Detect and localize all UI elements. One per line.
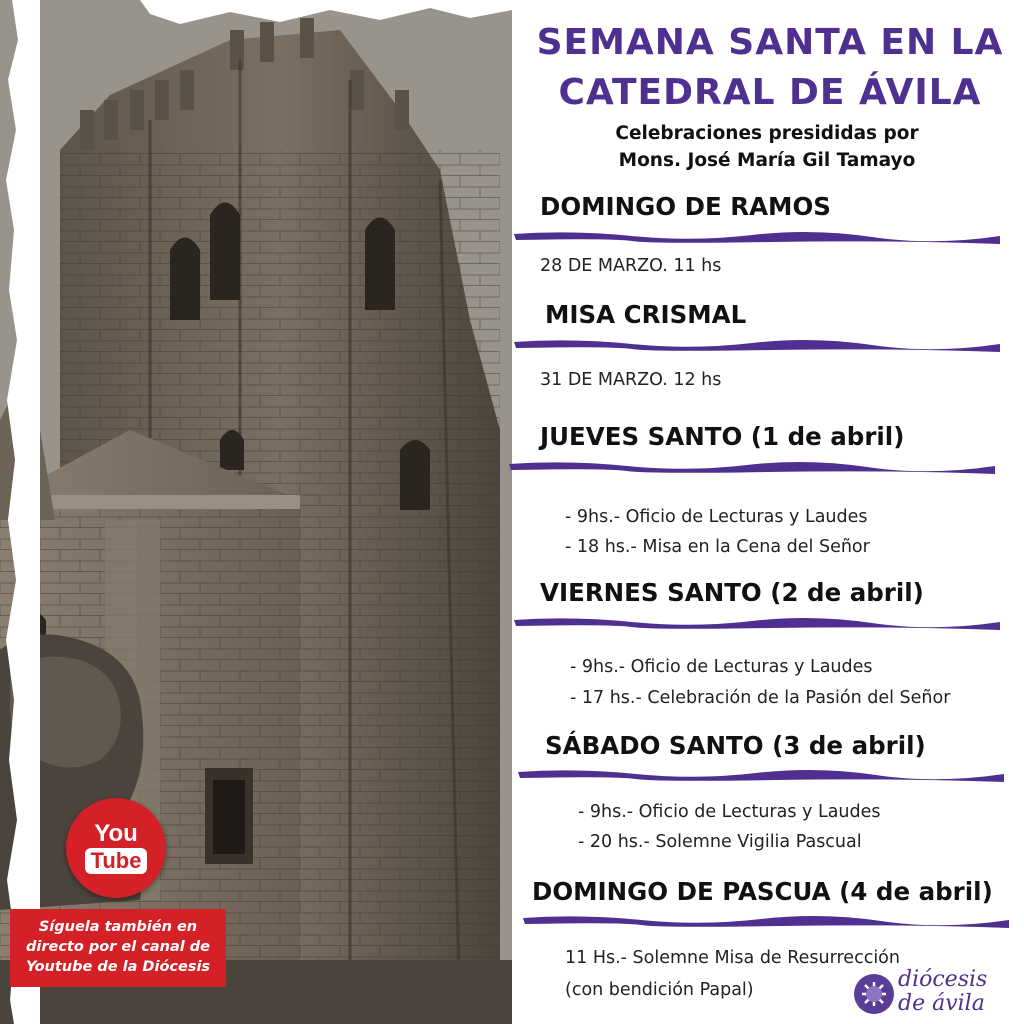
youtube-banner-line: directo por el canal de: [26, 939, 210, 955]
logo-line: de ávila: [898, 991, 985, 1016]
torn-paper-edge: [0, 0, 40, 1024]
event-line: - 9hs.- Oficio de Lecturas y Laudes: [565, 507, 868, 527]
event-line: - 9hs.- Oficio de Lecturas y Laudes: [578, 802, 881, 822]
logo-line: diócesis: [898, 967, 988, 992]
brush-underline: [512, 612, 1002, 634]
event-heading-jueves-santo: JUEVES SANTO (1 de abril): [540, 422, 905, 451]
event-line: - 9hs.- Oficio de Lecturas y Laudes: [570, 657, 873, 677]
brush-underline: [512, 910, 1020, 932]
page-title: [530, 18, 1010, 118]
youtube-banner[interactable]: [10, 909, 226, 987]
event-line: - 17 hs.- Celebración de la Pasión del Señor: [570, 688, 951, 708]
page-subtitle: [530, 120, 1024, 174]
event-heading-domingo-ramos: DOMINGO DE RAMOS: [540, 192, 831, 221]
torn-paper-top: [0, 0, 512, 40]
title-line: SEMANA SANTA EN LA: [536, 22, 1004, 63]
event-line: 31 DE MARZO. 12 hs: [540, 370, 722, 390]
diocesis-logo: [852, 968, 1002, 1020]
event-line: 28 DE MARZO. 11 hs: [540, 256, 722, 276]
subtitle-line: Mons. José María Gil Tamayo: [618, 150, 916, 171]
title-line: CATEDRAL DE ÁVILA: [558, 72, 982, 113]
subtitle-line: Celebraciones presididas por: [615, 123, 919, 144]
youtube-logo[interactable]: [66, 798, 166, 898]
event-heading-misa-crismal: MISA CRISMAL: [545, 300, 747, 329]
brush-underline: [506, 456, 998, 478]
diocesis-emblem-icon: [852, 972, 896, 1016]
event-line: - 20 hs.- Solemne Vigilia Pascual: [578, 832, 862, 852]
brush-underline: [512, 334, 1002, 356]
event-heading-viernes-santo: VIERNES SANTO (2 de abril): [540, 578, 924, 607]
youtube-logo-bottom: Tube: [85, 848, 148, 874]
event-line: 11 Hs.- Solemne Misa de Resurrección: [565, 948, 900, 968]
event-heading-domingo-pascua: DOMINGO DE PASCUA (4 de abril): [532, 877, 993, 906]
brush-underline: [516, 764, 1006, 786]
event-line: (con bendición Papal): [565, 980, 754, 1000]
youtube-banner-line: Youtube de la Diócesis: [25, 959, 211, 975]
youtube-logo-top: You: [94, 820, 138, 847]
brush-underline: [512, 226, 1002, 248]
diocesis-logo-text: [898, 968, 987, 1016]
event-heading-sabado-santo: SÁBADO SANTO (3 de abril): [545, 731, 926, 760]
event-line: - 18 hs.- Misa en la Cena del Señor: [565, 537, 870, 557]
youtube-banner-line: Síguela también en: [38, 919, 198, 935]
